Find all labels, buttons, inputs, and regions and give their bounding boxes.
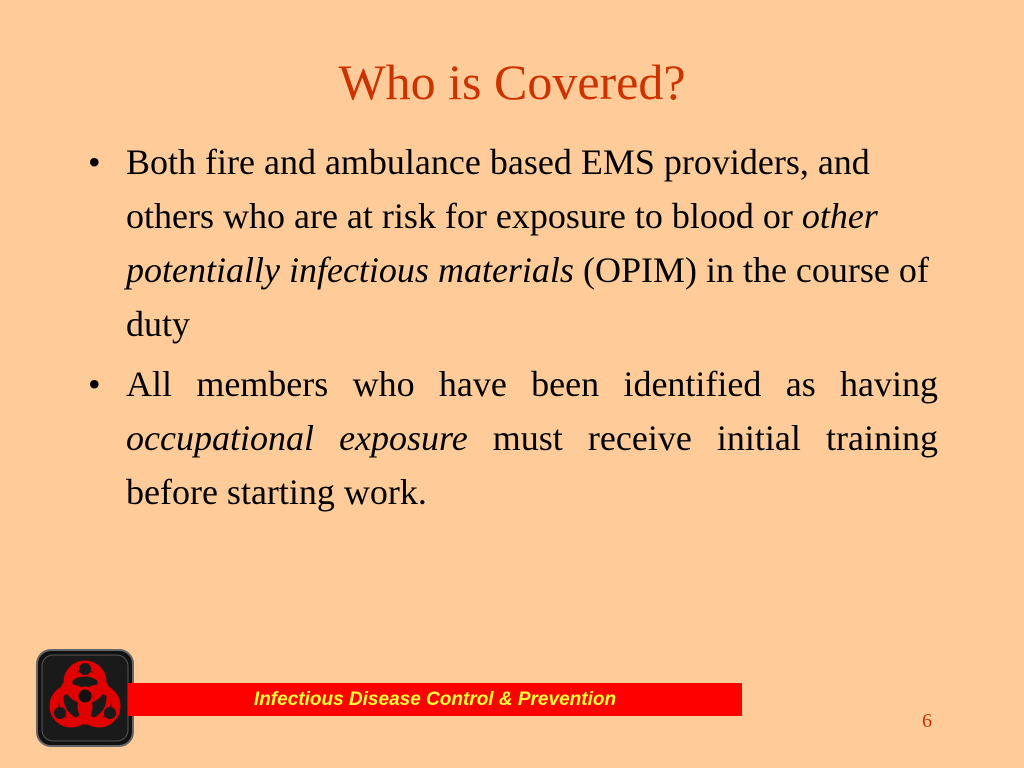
footer-text: Infectious Disease Control & Prevention [253,688,617,710]
page-number: 6 [922,710,932,732]
biohazard-icon [36,649,134,747]
bullet-text: (OPIM) in the course of duty [126,250,929,344]
bullet-emphasis: other potentially infectious materials [126,196,878,290]
bullet-text: All members who have been identified as having [126,364,938,404]
bullet-dot: • [88,364,101,404]
slide-title: Who is Covered? [338,54,686,110]
bullet-dot: • [88,142,101,182]
bullet-emphasis: occupational exposure [126,418,468,458]
bullet-text: must receive initial training before starting work. [126,418,938,512]
bullet-text: Both fire and ambulance based EMS providers, and others who are at risk for exposure to blood or [126,142,870,236]
footer-banner [128,683,742,716]
bullet-item [88,357,938,519]
bullet-item [88,135,938,351]
bullet-list [88,135,938,525]
